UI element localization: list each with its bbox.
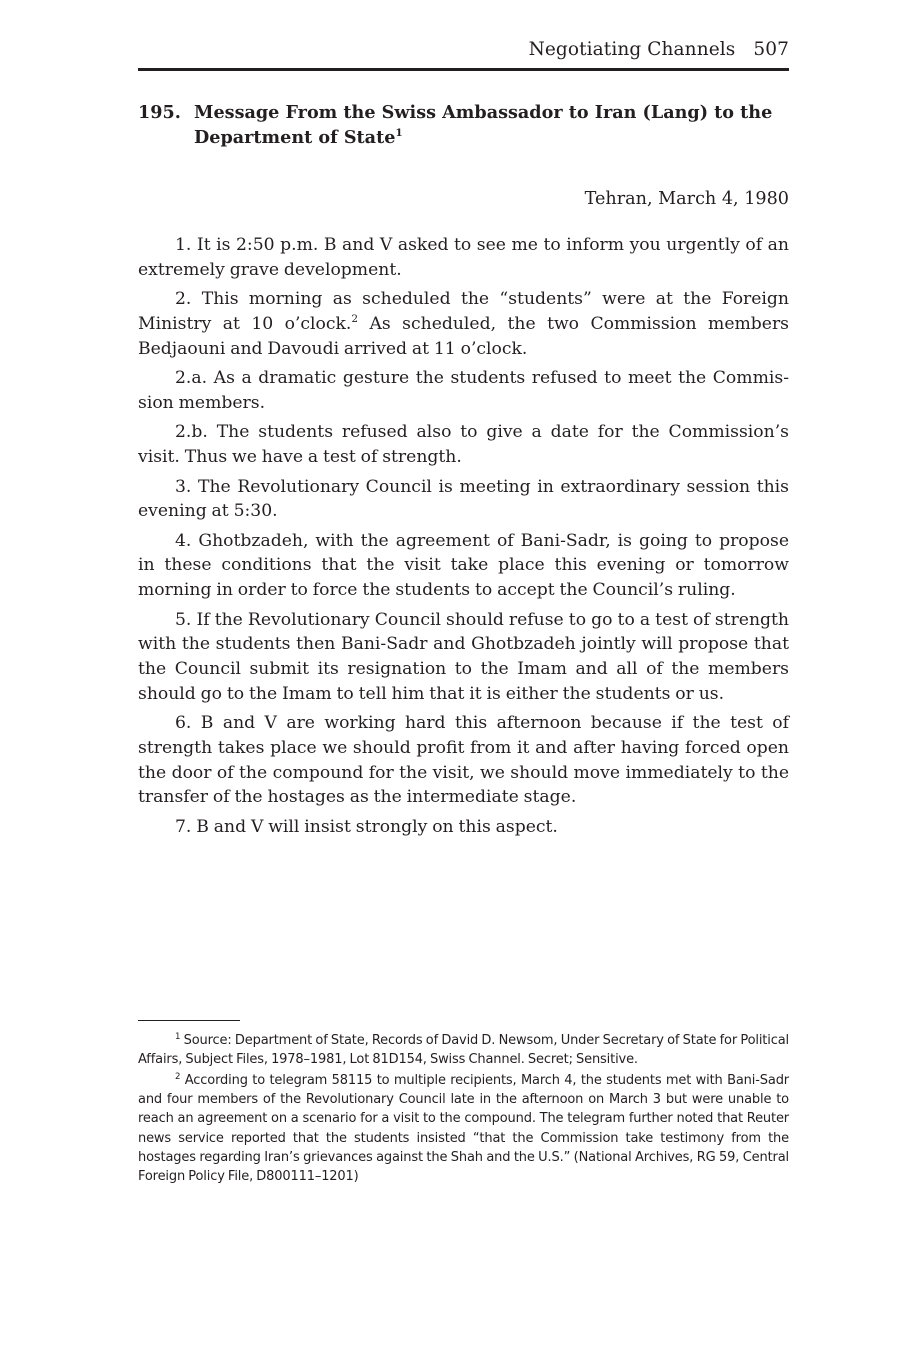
- paragraph-1: 1. It is 2:50 p.m. B and V asked to see me to inform you urgently of an extremely grave development.: [138, 235, 789, 280]
- footnote-1-text: Source: Department of State, Records of David D. Newsom, Under Secretary of State for Political Affairs, Subject Files, 1978–1981, Lot 81D154, Swiss Channel. Secret; Sensitive.: [138, 1033, 789, 1068]
- document-title: Message From the Swiss Ambassador to Iran (Lang) to the Department of State: [194, 102, 773, 148]
- footnote-1-marker: 1: [175, 1032, 181, 1042]
- footnote-2-marker: 2: [175, 1072, 181, 1082]
- paragraph-3: 3. The Revolutionary Council is meeting in extraordinary session this evening at 5:30.: [138, 476, 789, 522]
- paragraph-2a: 2.a. As a dramatic gesture the students refused to meet the Commission members.: [138, 368, 789, 413]
- footnote-rule: [138, 1020, 240, 1021]
- message-body: [138, 233, 789, 844]
- paragraph-4: 4. Ghotbzadeh, with the agreement of Bani-Sadr, is going to propose in these conditions that the visit take place this evening or tomorrow morning in order to force the students to accept the Council’s ruling.: [138, 530, 789, 601]
- paragraph-7: 7. B and V will insist strongly on this aspect.: [175, 816, 558, 837]
- footnote-1: [138, 1031, 789, 1069]
- paragraph-2-text: 2. This morning as scheduled the “students” were at the Foreign Ministry at 10 o’clock.: [138, 289, 789, 334]
- footnote-ref-1: 1: [395, 127, 403, 139]
- document-number: 195.: [138, 102, 181, 123]
- paragraph-2: [138, 287, 789, 361]
- paragraph-2-continuation: As scheduled, the two Commission members Bedjaouni and Davoudi arrived at 11 o’clock.: [138, 313, 790, 359]
- running-head: [529, 38, 789, 62]
- dateline: Tehran, March 4, 1980: [584, 189, 789, 209]
- footnote-ref-2: 2: [351, 312, 359, 325]
- page-number: 507: [753, 39, 789, 60]
- running-head-title: Negotiating Channels: [528, 39, 736, 60]
- footnote-2: [138, 1071, 789, 1186]
- header-rule: [138, 68, 789, 71]
- document-heading: [138, 100, 789, 150]
- paragraph-2b: 2.b. The students refused also to give a date for the Commission’s visit. Thus we have a test of strength.: [138, 422, 789, 468]
- paragraph-6: 6. B and V are working hard this afternoon because if the test of strength takes place we should profit from it and after having forced open the door of the compound for the visit, we should move immediately to the transfer of the hostages as the intermediate stage.: [138, 713, 789, 808]
- footnote-2-text: According to telegram 58115 to multiple recipients, March 4, the students met with Bani-Sadr and four members of the Revolutionary Council late in the afternoon on March 3 but were unable to reach an agreement on a scenario for a visit to the compound. The telegram further noted that Reuter news service reported that the students insisted “that the Commission take testimony from the hostages regarding Iran’s grievances against the Shah and the U.S.” (National Archives, RG 59, Central Foreign Policy File, D800111–1201): [138, 1073, 789, 1185]
- paragraph-5: 5. If the Revolutionary Council should refuse to go to a test of strength with the students then Bani-Sadr and Ghotbzadeh jointly will propose that the Council submit its resignation to the Imam and all of the members should go to the Imam to tell him that it is either the students or us.: [138, 609, 789, 704]
- document-title-wrap: [194, 100, 789, 150]
- footnotes: [138, 1031, 789, 1188]
